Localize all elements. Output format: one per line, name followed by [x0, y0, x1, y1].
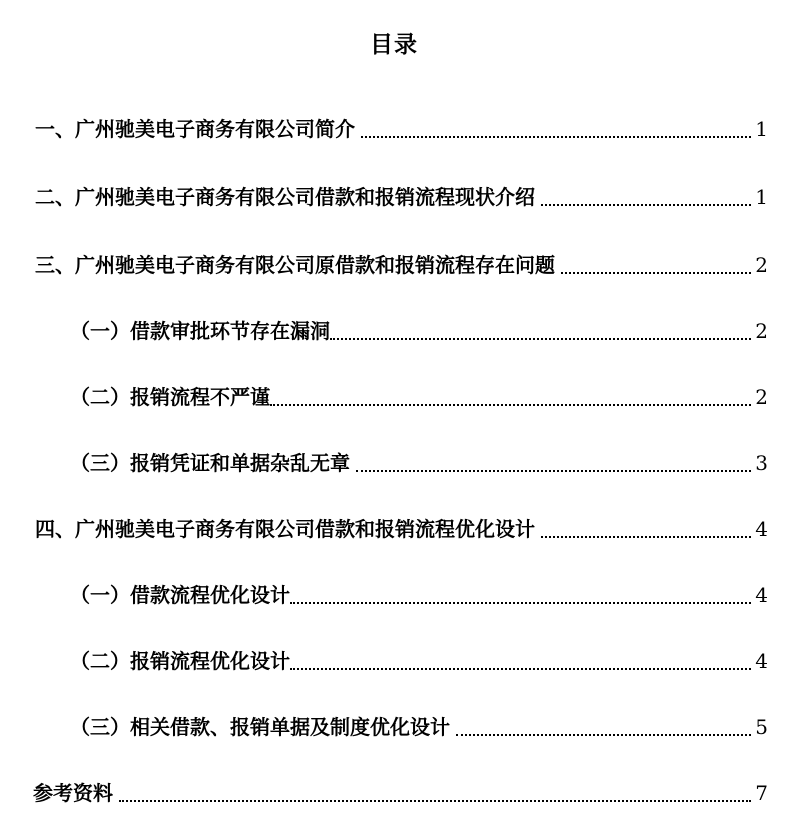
dot-leader: [330, 338, 751, 340]
toc-page-number: 7: [755, 781, 768, 805]
toc-entry[interactable]: [70, 314, 768, 348]
toc-entry[interactable]: [70, 644, 768, 678]
toc-entry-text: 二、广州驰美电子商务有限公司借款和报销流程现状介绍: [35, 185, 535, 209]
dot-leader: [361, 136, 751, 138]
toc-entry-text: 参考资料: [33, 781, 113, 805]
toc-entry[interactable]: [35, 512, 768, 546]
toc-entry[interactable]: [70, 710, 768, 744]
toc-entry-text: （一）借款流程优化设计: [70, 583, 290, 607]
toc-entry[interactable]: [35, 180, 768, 214]
dot-leader: [541, 204, 751, 206]
dot-leader: [456, 734, 751, 736]
toc-title: 目录: [370, 32, 418, 58]
toc-page-number: 4: [755, 517, 768, 541]
toc-page-number: 2: [755, 253, 768, 277]
toc-page-number: 2: [755, 385, 768, 409]
toc-entry-text: 三、广州驰美电子商务有限公司原借款和报销流程存在问题: [35, 253, 555, 277]
toc-entry-text: （一）借款审批环节存在漏洞: [70, 319, 330, 343]
toc-entry[interactable]: [35, 112, 768, 146]
dot-leader: [356, 470, 751, 472]
toc-page-number: 2: [755, 319, 768, 343]
toc-entry[interactable]: [70, 380, 768, 414]
toc-page-number: 1: [755, 185, 768, 209]
dot-leader: [290, 602, 751, 604]
toc-entry-text: （三）相关借款、报销单据及制度优化设计: [70, 715, 450, 739]
toc-entry-text: 一、广州驰美电子商务有限公司简介: [35, 117, 355, 141]
toc-page-number: 1: [755, 117, 768, 141]
dot-leader: [119, 800, 751, 802]
dot-leader: [290, 668, 751, 670]
toc-entry-text: （三）报销凭证和单据杂乱无章: [70, 451, 350, 475]
toc-page-number: 3: [755, 451, 768, 475]
toc-page-number: 4: [755, 583, 768, 607]
toc-page-number: 4: [755, 649, 768, 673]
dot-leader: [541, 536, 751, 538]
toc-entry-text: （二）报销流程优化设计: [70, 649, 290, 673]
dot-leader: [270, 404, 751, 406]
dot-leader: [561, 272, 751, 274]
toc-entry[interactable]: [70, 578, 768, 612]
toc-entry-text: 四、广州驰美电子商务有限公司借款和报销流程优化设计: [35, 517, 535, 541]
toc-entry[interactable]: [35, 248, 768, 282]
toc-entry-text: （二）报销流程不严谨: [70, 385, 270, 409]
toc-page-number: 5: [755, 715, 768, 739]
toc-entry[interactable]: [70, 446, 768, 480]
toc-entry[interactable]: [33, 776, 768, 810]
